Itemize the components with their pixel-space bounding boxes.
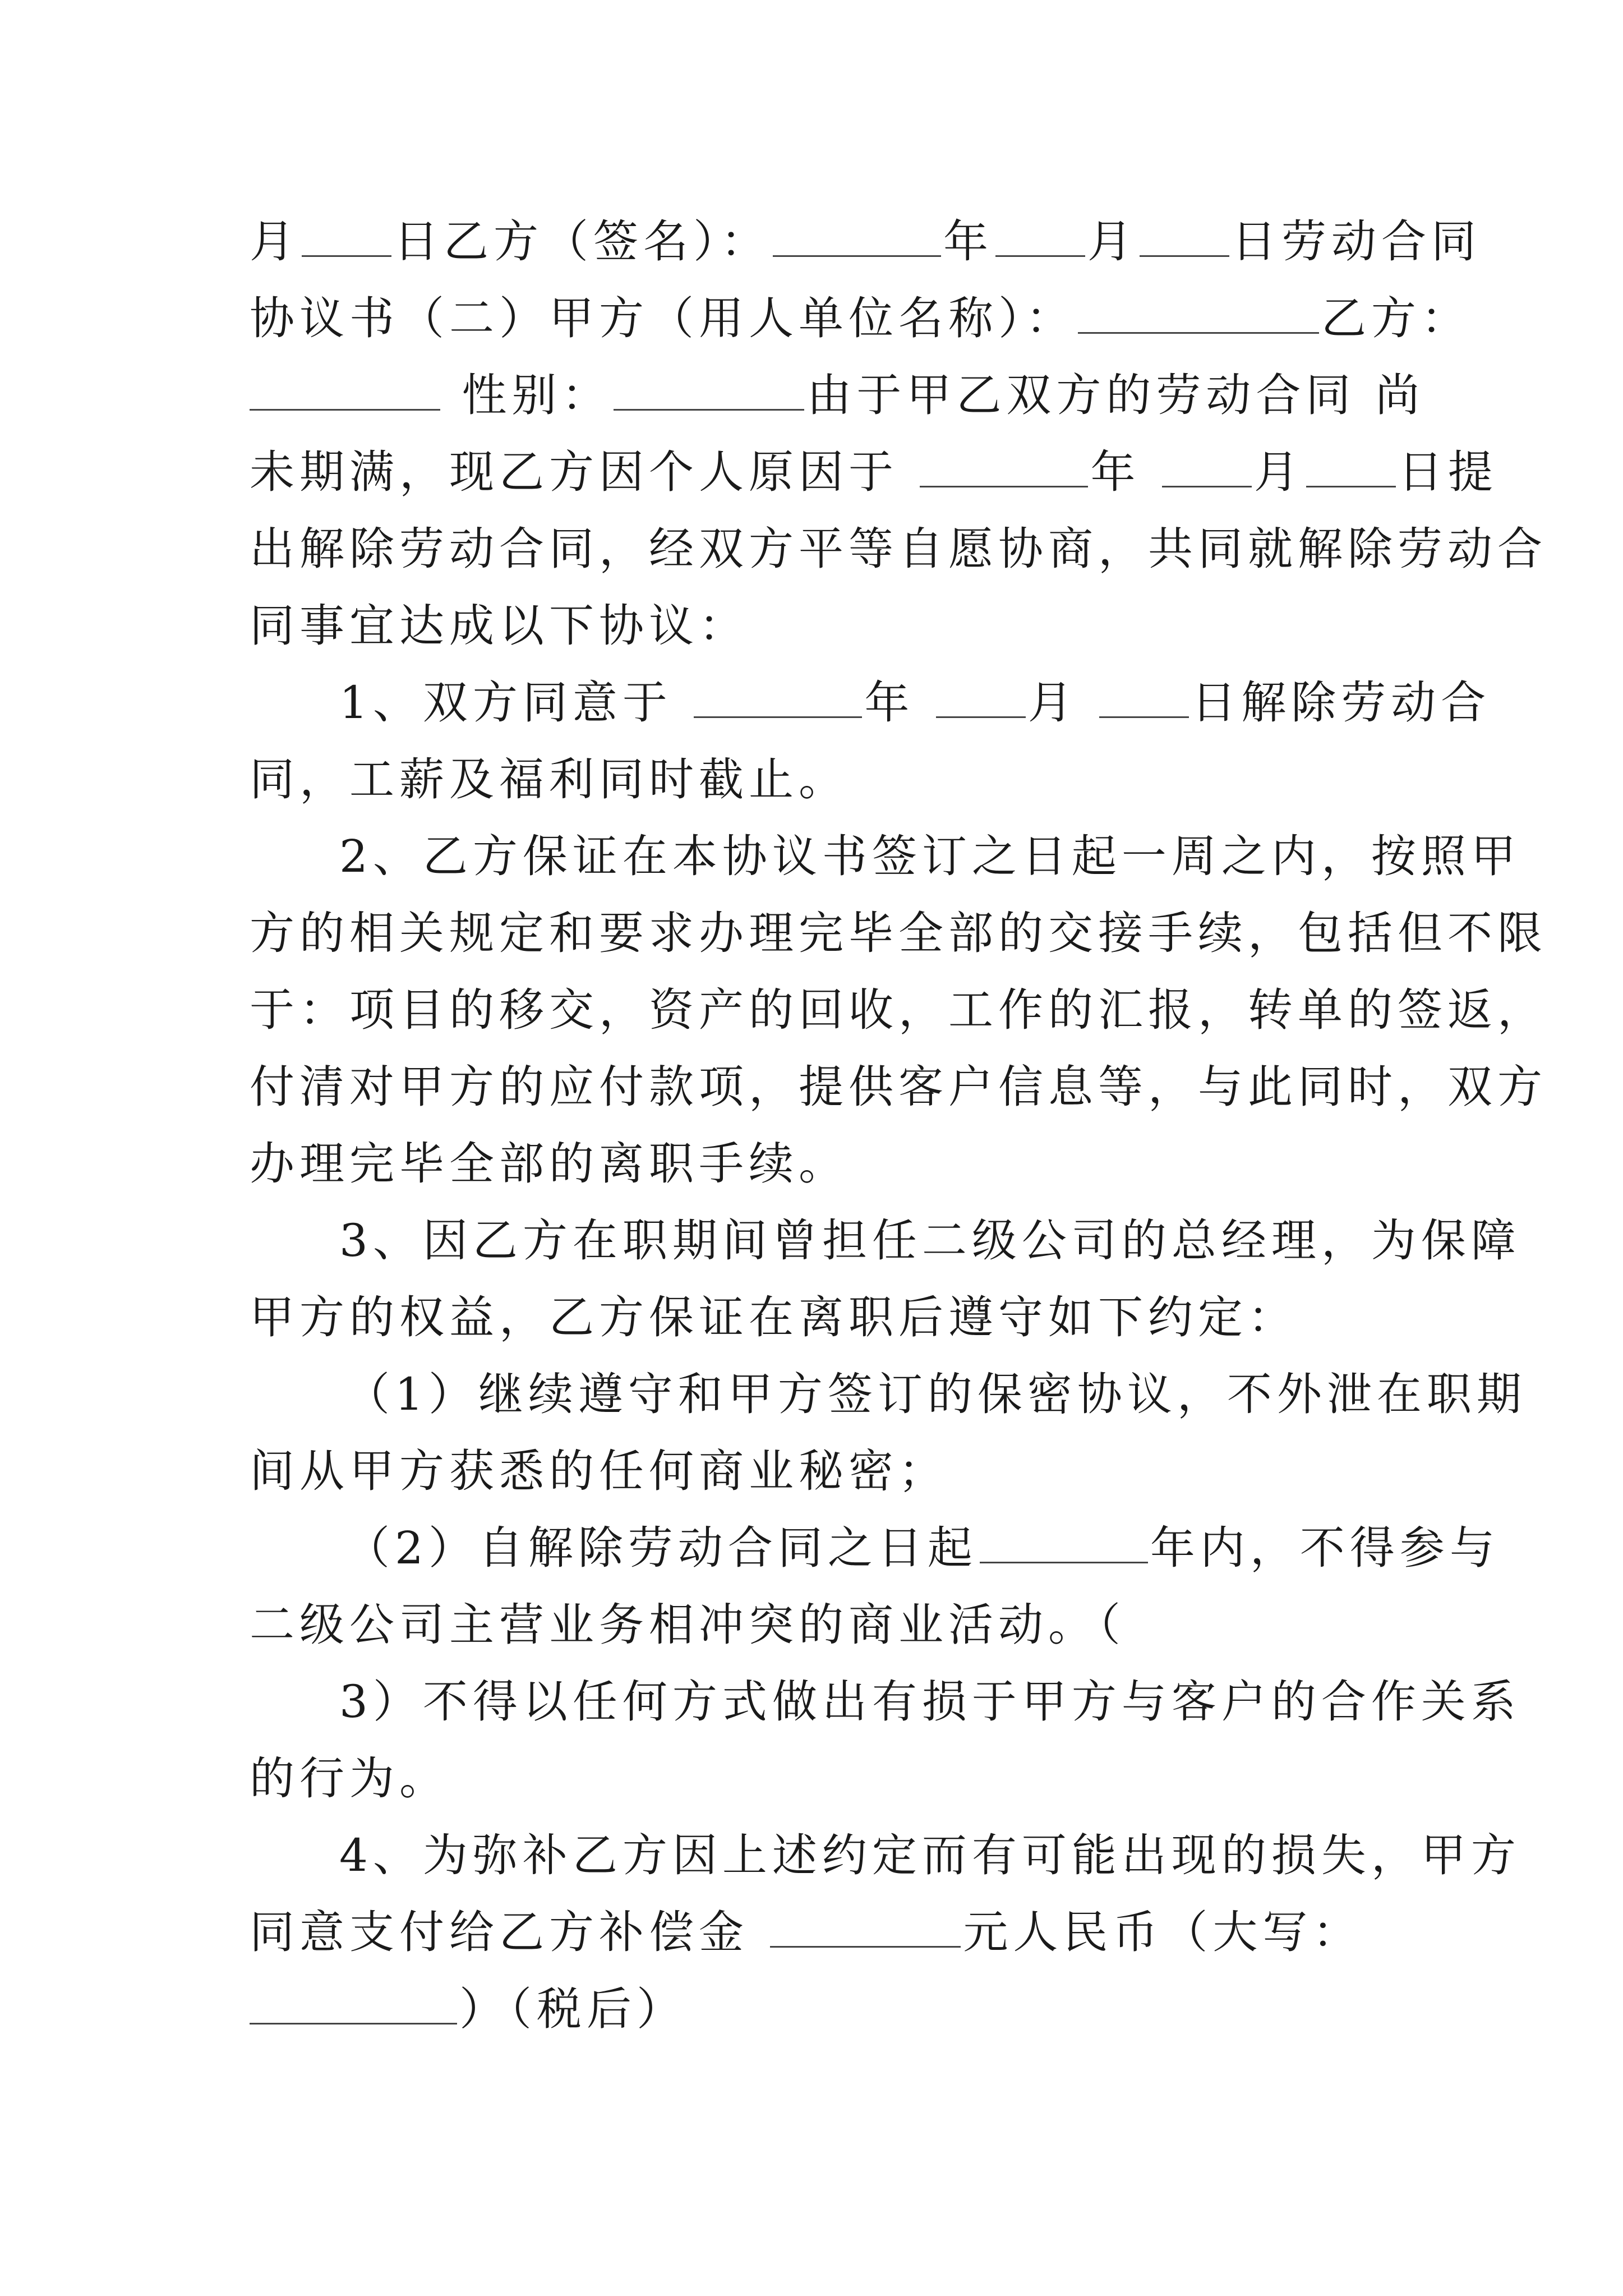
text-segment: 由于甲乙双方的劳动合同 尚	[806, 369, 1425, 421]
text-segment: 性别：	[462, 369, 612, 421]
text-line	[250, 1971, 1382, 2047]
text-segment: 二级公司主营业务相冲突的商业活动。（	[250, 1599, 1126, 1651]
text-segment: 日劳动合同	[1232, 215, 1481, 268]
text-segment: 日解除劳动合	[1191, 677, 1491, 729]
fill-blank-day	[1099, 682, 1189, 718]
text-segment: ）（税后）	[459, 1983, 686, 2035]
text-line	[250, 1586, 1382, 1663]
clause-1-line	[250, 664, 1491, 741]
text-segment: （1）继续遵守和甲方签订的保密协议，不外泄在职期	[345, 1368, 1527, 1420]
text-segment: 年内，不得参与	[1150, 1522, 1500, 1574]
text-segment: 出解除劳动合同，经双方平等自愿协商，共同就解除劳动合	[250, 523, 1547, 575]
text-segment: 协议书（二）甲方（用人单位名称）：	[250, 292, 1076, 344]
text-line	[250, 587, 1382, 664]
text-segment: 日乙方（签名）：	[394, 215, 771, 268]
fill-blank-year	[694, 682, 862, 718]
text-line	[250, 741, 1382, 818]
text-segment: 付清对甲方的应付款项，提供客户信息等，与此同时，双方	[250, 1061, 1547, 1113]
text-line	[250, 357, 1425, 434]
text-segment: 月	[1253, 446, 1304, 498]
text-line	[250, 203, 1481, 280]
text-segment: 方的相关规定和要求办理完毕全部的交接手续，包括但不限	[250, 907, 1547, 959]
text-segment: 于：项目的移交，资产的回收，工作的汇报，转单的签返，	[250, 984, 1547, 1036]
clause-4-line	[250, 1817, 1521, 1894]
text-line	[250, 1433, 1382, 1510]
fill-blank-year	[773, 220, 941, 257]
text-line	[250, 280, 1471, 357]
text-segment: 同事宜达成以下协议：	[250, 600, 749, 652]
text-segment: 的行为。	[250, 1752, 449, 1805]
text-segment: 同，工薪及福利同时截止。	[250, 753, 849, 806]
fill-blank-month	[1162, 451, 1252, 487]
subclause-3-line	[250, 1663, 1521, 1740]
text-segment: 3）不得以任何方式做出有损于甲方与客户的合作关系	[339, 1676, 1521, 1728]
fill-blank-amount-in-words	[250, 1988, 457, 2024]
fill-blank-employee-name	[250, 374, 440, 411]
fill-blank-year	[920, 451, 1088, 487]
text-line	[250, 434, 1498, 510]
text-line	[250, 1125, 1382, 1202]
text-segment: 年	[864, 677, 934, 729]
text-segment: 办理完毕全部的离职手续。	[250, 1138, 849, 1190]
clause-3-line	[250, 1202, 1521, 1279]
text-segment: 同意支付给乙方补偿金	[250, 1906, 768, 1958]
fill-blank-gender	[614, 374, 804, 411]
text-segment: 年	[943, 215, 993, 268]
text-segment: 元人民币（大写：	[963, 1906, 1363, 1958]
text-line	[250, 895, 1547, 972]
subclause-2-line	[250, 1510, 1500, 1586]
text-segment: 间从甲方获悉的任何商业秘密；	[250, 1445, 948, 1497]
text-segment: 年	[1090, 446, 1160, 498]
fill-blank-month	[936, 682, 1026, 718]
text-segment: 2、乙方保证在本协议书签订之日起一周之内，按照甲	[339, 830, 1521, 882]
text-line	[250, 1279, 1382, 1356]
text-segment: 甲方的权益，乙方保证在离职后遵守如下约定：	[250, 1291, 1298, 1343]
text-segment: 1、双方同意于	[339, 677, 692, 729]
text-segment: 月	[250, 215, 299, 268]
text-segment: 月	[1087, 215, 1137, 268]
text-line	[250, 1740, 1382, 1817]
text-segment: （2）自解除劳动合同之日起	[345, 1522, 978, 1574]
text-segment: 4、为弥补乙方因上述约定而有可能出现的损失，甲方	[339, 1829, 1521, 1881]
fill-blank-amount	[770, 1911, 961, 1948]
fill-blank-day	[1140, 220, 1229, 257]
fill-blank-day	[302, 220, 391, 257]
fill-blank-month	[995, 220, 1085, 257]
contract-body	[250, 203, 1547, 2047]
text-line	[250, 510, 1547, 587]
text-segment: 乙方：	[1321, 292, 1471, 344]
text-line	[250, 1894, 1382, 1971]
clause-2-line	[250, 818, 1521, 895]
text-segment: 日提	[1398, 446, 1498, 498]
subclause-1-line	[250, 1356, 1527, 1433]
text-line	[250, 1048, 1547, 1125]
text-segment: 未期满，现乙方因个人原因于	[250, 446, 918, 498]
fill-blank-years	[980, 1527, 1148, 1563]
text-segment: 月	[1027, 677, 1098, 729]
text-line	[250, 972, 1547, 1048]
text-segment: 3、因乙方在职期间曾担任二级公司的总经理，为保障	[339, 1214, 1521, 1267]
fill-blank-day	[1306, 451, 1396, 487]
fill-blank-employer-name	[1078, 297, 1319, 334]
